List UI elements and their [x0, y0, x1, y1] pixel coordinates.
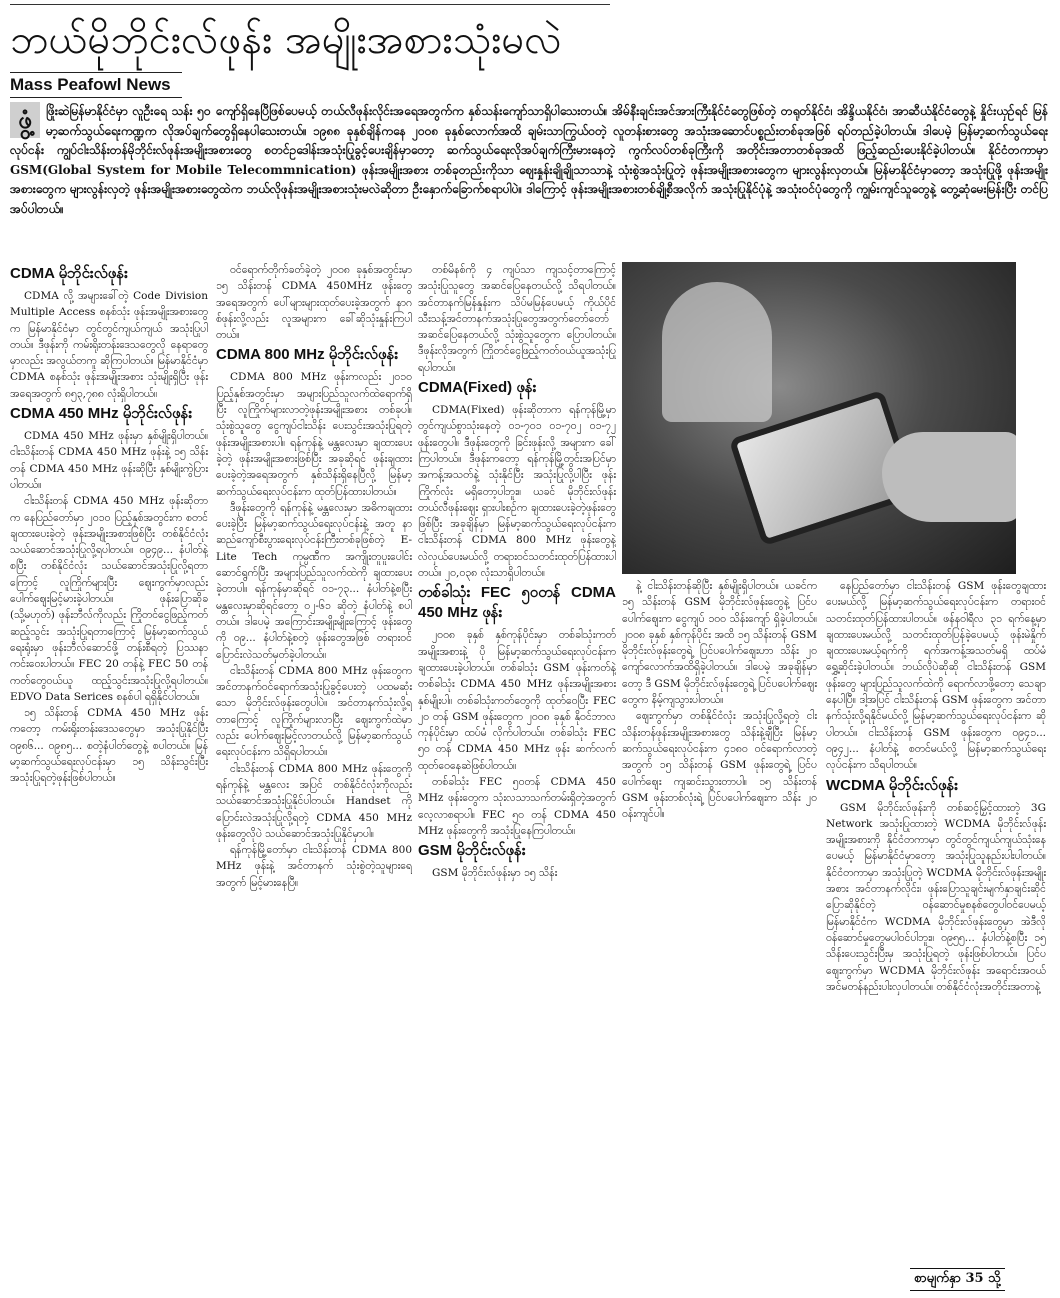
section-heading: WCDMA မိုဘိုင်းလ်ဖုန်း	[826, 776, 959, 794]
section-heading: CDMA 450 MHz မိုဘိုင်းလ်ဖုန်း	[10, 405, 193, 423]
paragraph: CDMA 800 MHz ဖုန်းကလည်း ၂၀၁၀ ပြည့်နှစ်အတွင်းမှာ အများပြည်သူလက်ထဲရောက်ရှိပြီး လူကြိုက်များလာတဲ့ဖုန်းအမျိုးအစား တစ်ခုပါ။ သုံးစွဲသူတွေ ငွေကျပ်ငါးသိန်း ပေးသွင်းအသုံးပြုရတဲ့ ဖုန်းအမျိုးအစားပါ။ ရန်ကုန်နဲ့ မန္တလေးမှာ ချထားပေးခဲ့တဲ့ ဖုန်းအမျိုးအစားဖြစ်ပြီး အခုဆိုရင် ဖုန်းချထားပေးခဲ့တဲ့အရေအတွက် နှစ်သိန်းရှိနေပြီလို့ မြန်မာ့ဆက်သွယ်ရေးလုပ်ငန်းက ထုတ်ပြန်ထားပါတယ်။	[216, 371, 412, 498]
paragraph: တစ်မိနစ်ကို ၄ ကျပ်သာ ကျသင့်တာကြောင့် အသုံးပြုသူတွေ အဆင်ပြေနေတယ်လို့ သိရပါတယ်။ အင်တာနက်မြန်နှုန်းက သိပ်မမြန်ပေမယ့် ကိုယ်ပိုင်သီးသန့်အင်တာနက်အသုံးပြုတွေအတွက်တော်တော်အဆင်ပြေနေတယ်လို့ သုံးစွဲသူတွေက ပြောပါတယ်။ ဒီဖုန်းလိုအတွက် ကြိုတင်ငွေဖြည့်ကတ်ဝယ်ယူအသုံးပြုရပါတယ်။	[418, 264, 616, 374]
photo-hand	[882, 432, 1016, 522]
paragraph: တစ်ခါသုံး FEC ၅၀တန် CDMA 450 MHz ဖုန်းတွေက သုံးလသာသက်တမ်းရှိတဲ့အတွက် လေ့လာစရာပါ။ FEC ၅၀ တန် CDMA 450 MHz ဖုန်းတွေကို အသုံးပြုနေကြပါတယ်။	[418, 776, 616, 837]
paragraph: ငါးသိန်းတန် CDMA 800 MHz ဖုန်းတွေက အင်တာနက်ဝင်ရောက်အသုံးပြုခွင့်ပေးတဲ့ ပထမဆုံးသော မိုဘိုင်းလ်ဖုန်းတွေပါပဲ။ အင်တာနက်သုံးလို့ရတာကြောင့် လူကြိုက်များလာပြီး ဈေးကွက်ထဲမှာလည်း ပေါက်ဈေးမြင့်လာတယ်လို့ မြန်မာ့ဆက်သွယ်ရေးလုပ်ငန်းက သိရှိရပါတယ်။	[216, 664, 412, 759]
drop-cap: ဖွံ့	[10, 102, 40, 138]
paragraph: GSM မိုဘိုင်းလ်ဖုန်းမှာ ၁၅ သိန်း	[432, 867, 558, 880]
paragraph: CDMA 450 MHz ဖုန်းမှာ နှစ်မျိုးရှိပါတယ်။ ငါးသိန်းတန် CDMA 450 MHz ဖုန်းနဲ့ ၁၅ သိန်းတန် CDMA 450 MHz ဖုန်းဆိုပြီး နှစ်မျိုးကွဲပြားပါတယ်။	[10, 430, 208, 491]
paragraph: ငါးသိန်းတန် CDMA 450 MHz ဖုန်းဆိုတာက နေပြည်တော်မှာ ၂၀၁၀ ပြည့်နှစ်အတွင်းက စတင်ချထားပေးခဲ့တဲ့ ဖုန်းအမျိုးအစားဖြစ်ပြီး တစ်နိုင်ငံလုံး သယ်ဆောင်အသုံးပြုလို့ရပါတယ်။ ၀၉၄၉... နံပါတ်နဲ့စပြီး တစ်နိုင်ငံလုံး သယ်ဆောင်အသုံးပြုလို့ရတာကြောင့် လူကြိုက်များပြီး ဈေးကွက်မှာလည်း ပေါက်ဈေးမြင့်မားခဲ့ပါတယ်။ ဖုန်းပြောဆိုခ (သို့မဟုတ်) ဖုန်းဘီလ်ကိုလည်း ကြိုတင်ငွေဖြည့်ကတ်ဆည့်သွင်း အသုံးပြုရတာကြောင့် မြန်မာ့ဆက်သွယ်ရေးရုံးမှာ ဖုန်းဘီလ်ဆောင်ဖို့ တန်းစီရတဲ့ ပြဿနာကင်းဝေးပါတယ်။ FEC 20 တန်နဲ့ FEC 50 တန်ကတ်တွေဝယ်ယူ ထည့်သွင်းအသုံးပြုလို့ရပါတယ်။ EDVO Data Serices စနစ်ပါ ရရှိနိုင်ပါတယ်။	[10, 495, 208, 703]
article-column-4b	[826, 578, 1046, 1238]
section-heading: တစ်ခါသုံး FEC ၅၀တန် CDMA 450 MHz ဖုန်း	[418, 584, 616, 622]
paragraph: ဝင်ရောက်တိုက်ခတ်ခဲ့တဲ့ ၂၀၀၈ ခုနှစ်အတွင်းမှာ ၁၅ သိန်းတန် CDMA 450MHz ဖုန်းတွေအရေအတွက် ပေါ်များများထုတ်ပေးခဲ့အတွက် နာဂစ်ဖုန်းလို့လည်း လူအများက ခေါ်ဆိုသုံးနှုန်းကြပါတယ်။	[216, 264, 412, 342]
article-column-1	[10, 262, 208, 1292]
lead-paragraph	[10, 102, 1048, 258]
top-rule	[10, 4, 610, 5]
lead-text: ဖြိုးဆဲမြန်မာနိုင်ငံမှာ လူဦးရေ သန်း ၅၀ ကျော်ရှိနေပြီဖြစ်ပေမယ့် တယ်လီဖုန်းလိုင်းအရေအတွက်က နှစ်သန်းကျော်သာရှိပါသေးတယ်။ အိမ်နီးချင်းအင်အားကြီးနိုင်ငံတွေဖြစ်တဲ့ တရုတ်နိုင်ငံ၊ အိန္ဒိယနိုင်ငံ၊ အာဆီယံနိုင်ငံတွေနဲ့ နှိုင်းယှဉ်ရင် မြန်မာ့ဆက်သွယ်ရေးကဏ္ဍက လိုအပ်ချက်တွေရှိနေပါသေးတယ်။ ၁၉၈၈ ခုနှစ်ချိန်ကနေ ၂၀၀၈ ခုနှစ်လောက်အထိ ချမ်းသာကြွယ်ဝတဲ့ လူတန်းစားတွေ အသုံးအဆောင်ပစ္စည်းတစ်ခုအဖြစ် ရပ်တည်ခဲ့ပါတယ်။ ဒါပေမဲ့ မြန်မာ့ဆက်သွယ်ရေးလုပ်ငန်း ကျွပ်ငါးသိန်းတန်မိုဘိုင်းလ်ဖုန်းအမျိုးအစားတွေ စတင်ဥဒေါန်းအသုံးပြုခွင့်ပေးချိန်မှာတော့ ဆက်သွယ်ရေးလိုအပ်ချက်ကြီးမားနေတဲ့ ကွက်လပ်တစ်ခုကြီးကို အတိုင်းအတာတစ်ခုအထိ ဖြည့်ဆည်းပေးနိုင်ခဲ့ပါတယ်။ နိုင်ငံတကာမှာ GSM(Global System for Mobile Telecommnication) ဖုန်းအမျိုးအစား တစ်ခုတည်းကိုသာ ဈေးနှုန်းချိုချိုသာသာနဲ့ သုံးစွဲအသုံးပြုတဲ့ ဖုန်းအမျိုးအစားတွေက များလွန်းလှတယ်။ မြန်မာနိုင်ငံမှာတော့ အသုံးပြုဖို့ ဖုန်းအမျိုးအစားတွေက များလွန်းလှတဲ့ ဖုန်းအမျိုးအစားတွေထဲက ဘယ်လိုဖုန်းအမျိုးအစားသုံးမလဲဆိုတာ ဦးနှောက်ခြောက်စရာပါပဲ။ ဒါကြောင့် ဖုန်းအမျိုးအစားတစ်ချို့စီအလိုက် အသုံးပြုနိုင်ပုံနဲ့ အသုံးဝင်ပုံတွေကို ကျွမ်းကျင်သူတွေနဲ့ တွေ့ဆုံမေးမြန်းပြီး တင်ပြအပ်ပါတယ်။	[10, 104, 1048, 216]
masthead: Mass Peafowl News	[10, 72, 182, 98]
paragraph: GSM မိုဘိုင်းလ်ဖုန်းကို တစ်ဆင့်မြှင့်ထားတဲ့ 3G Network အသုံးပြုထားတဲ့ WCDMA မိုဘိုင်းလ်ဖုန်းအမျိုးအစားကို နိုင်ငံတကာမှာ တွင်တွင်ကျယ်ကျယ်သုံးနေပေမယ့် မြန်မာနိုင်ငံမှာတော့ အသုံးပြုသူနည်းပါးပါတယ်။ နိုင်ငံတကာမှာ အသုံးပြုတဲ့ WCDMA မိုဘိုင်းလ်ဖုန်းအမျိုးအစား အင်တာနက်လိုင်း၊ ဖုန်းပြောသူချင်းမျက်နှာချင်းဆိုင်ပြောဆိုနိုင်တဲ့ ဝန်ဆောင်မှုစနစ်တွေပါဝင်ပေမယ့် မြန်မာနိုင်ငံက WCDMA မိုဘိုင်းလ်ဖုန်းတွေမှာ အဲဒီလိုဝန်ဆောင်မှုတွေမပါဝင်ပါဘူး။ ၀၉၅၅... နံပါတ်နဲ့စပြီး ၁၅ သိန်းပေးသွင်းပြီးမှ အသုံးပြုရတဲ့ ဖုန်းဖြစ်ပါတယ်။ ပြင်ပဈေးကွက်မှာ WCDMA မိုဘိုင်းလ်ဖုန်း အရောင်းအဝယ် အင်မတန်နည်းပါးလှပါတယ်။ တစ်နိုင်ငံလုံးအတိုင်းအတာနဲ့	[826, 801, 1046, 993]
section-heading: GSM မိုဘိုင်းလ်ဖုန်း	[418, 842, 526, 860]
article-photo-phone-user	[622, 262, 1016, 574]
article-column-2	[216, 262, 412, 1292]
paragraph: ငါးသိန်းတန် CDMA 800 MHz ဖုန်းတွေကို ရန်ကုန်နဲ့ မန္တလေး အပြင် တစ်နိုင်ငံလုံးကိုလည်း သယ်ဆောင်အသုံးပြုနိုင်ပါတယ်။ Handset ကို ပြောင်းလဲအသုံးပြုလို့ရတဲ့ CDMA 450 MHz ဖုန်းတွေလိုပဲ သယ်ဆောင်အသုံးပြုနိုင်မှာပါ။	[216, 762, 412, 840]
section-heading: CDMA 800 MHz မိုဘိုင်းလ်ဖုန်း	[216, 346, 399, 364]
continued-on-page-label: စာမျက်နှာ 35 သို့	[910, 1268, 1005, 1291]
headline: ဘယ်မိုဘိုင်းလ်ဖုန်း အမျိုးအစားသုံးမလဲ	[10, 17, 562, 63]
article-column-4a	[622, 578, 817, 898]
paragraph: ၂၀၀၈ ခုနှစ် နှစ်ကုန်ပိုင်းမှာ တစ်ခါသုံးကတ် အမျိုးအစားနဲ့ ပို မြန်မာ့ဆက်သွယ်ရေးလုပ်ငန်းက ချထားပေးခဲ့ပါတယ်။ တစ်ခါသုံး GSM ဖုန်းကတ်နဲ့ တစ်ခါသုံး CDMA 450 MHz ဖုန်းအမျိုးအစား နှစ်မျိုးပါ။ တစ်ခါသုံးကတ်တွေကို ထုတ်ဝေပြီး FEC ၂၀ တန် GSM ဖုန်းတွေက ၂၀၀၈ ခုနှစ် နိုဝင်ဘာလကုန်ပိုင်းမှာ ထပ်မံ လိုက်ပါတယ်။ တစ်ခါသုံး FEC ၅၀ တန် CDMA 450 MHz ဖုန်း ဆက်လက်ထုတ်ဝေနေဆဲဖြစ်ပါတယ်။	[418, 629, 616, 772]
section-heading: CDMA မိုဘိုင်းလ်ဖုန်း	[10, 265, 128, 282]
paragraph: CDMA(Fixed) ဖုန်းဆိုတာက ရန်ကုန်မြို့မှာ တွင်ကျယ်စွာသုံးနေတဲ့ ၀၁-၇၀၁ ၀၁-၇၀၂ ၀၁-၇၂ ဖုန်းတွေပါ။ ဒီဖုန်းတွေကို ခြင်းဖုန်းလို့ အများက ခေါ်ကြပါတယ်။ ဒီဖုန်းကတော့ ရန်ကုန်မြို့တွင်းအပြင်မှာ အကန့်အသတ်နဲ့ သုံးနိုင်ပြီး အသုံးပြုလို့ပါပြီး ဖုန်းကြိုက်လုံး မရှိတော့ပါဘူး။ ယခင် မိုဘိုင်းလ်ဖုန်းတယ်လီဖုန်းဈေး ရှားပါးစဉ်က ချထားပေးခဲ့တဲ့ဖုန်းတွေဖြစ်ပြီး အခုချိန်မှာ မြန်မာ့ဆက်သွယ်ရေးလုပ်ငန်းက ငါးသိန်းတန် CDMA 800 MHz ဖုန်းတွေနဲ့ လဲလှယ်ပေးမယ်လို့ တရားဝင်သတင်းထုတ်ပြန်ထားပါတယ်။ ၂၀,၀၃၈ လုံးသာရှိပါတယ်။	[418, 404, 616, 580]
paragraph: CDMA လို့ အများခေါ်တဲ့ Code Division Multiple Access စနစ်သုံး ဖုန်းအမျိုးအစားတွေက မြန်မာနိုင်ငံမှာ တွင်တွင်ကျယ်ကျယ် အသုံးပြုပါတယ်။ ဒီဖုန်းကို ကမ်းရိုးတန်းဒေသတွေလို နေရာတွေမှာလည်း အလွယ်တကူ ဆိုကြပါတယ်။ မြန်မာနိုင်ငံမှာ CDMA စနစ်သုံး ဖုန်းအမျိုးအစား သုံးမျိုးရှိပြီး ဖုန်းအရေအတွက် ၈၅၃,၇၈၈ လုံးရှိပါတယ်။	[10, 290, 208, 400]
paragraph: ၁၅ သိန်းတန် CDMA 450 MHz ဖုန်းကတော့ ကမ်းရိုးတန်းဒေသတွေမှာ အသုံးပြုနိုင်ပြီး ၀၉၈၆... ၀၉၈၅... စတဲ့နံပါတ်တွေနဲ့ စပါတယ်။ မြန်မာ့ဆက်သွယ်ရေးလုပ်ငန်းမှာ ၁၅ သိန်းသွင်းပြီး အသုံးပြုရတဲ့ဖုန်းဖြစ်ပါတယ်။	[10, 707, 208, 785]
paragraph: ဒီဖုန်းတွေကို ရန်ကုန်နဲ့ မန္တလေးမှာ အဓိကချထားပေးခဲ့ပြီး မြန်မာ့ဆက်သွယ်ရေးလုပ်ငန်းနဲ့ အတူ နာဆည်ကျော်စီးပွားရေးလုပ်ငန်းကြီးတစ်ခုဖြစ်တဲ့ E-Lite Tech ကုမ္ပဏီက အကျိုးတူပူးပေါင်းဆောင်ရွက်ပြီး အများပြည်သူလက်ထဲကို ချထားပေးခဲ့တာပါ။ ရန်ကုန်မှာဆိုရင် ၀၁-၇၃... နံပါတ်နဲ့စပြီး မန္တလေးမှာဆိုရင်တော့ ၀၂-၆၁ ဆိုတဲ့ နံပါတ်နဲ့ စပါတယ်။ ဒါပေမဲ့ အကြောင်းအမျိုးမျိုးကြောင့် ဖုန်းတွေကို ၀၉... နံပါတ်နဲ့စတဲ့ ဖုန်းတွေအဖြစ် တရားဝင်ပြောင်းလဲသတ်မှတ်ခဲ့ပါတယ်။	[216, 501, 412, 661]
article-column-3	[418, 262, 616, 1292]
section-heading: CDMA(Fixed) ဖုန်း	[418, 379, 537, 397]
photo-background-person	[662, 282, 772, 422]
paragraph: နေပြည်တော်မှာ ငါးသိန်းတန် GSM ဖုန်းတွေချထားပေးမယ်လို့ မြန်မာ့ဆက်သွယ်ရေးလုပ်ငန်းက တရားဝင်သတင်းထုတ်ပြန်ထားပါတယ်။ ဖန်နဝါရီလ ၃၁ ရက်နေ့မှာ ချထားပေးမယ်လို့ သတင်းထုတ်ပြန်ခဲ့ပေမယ့် ဖုန်းမဲနှိုက် ချထားပေးမယ့်ရက်ကို ရက်အကန့်အသတ်မရှိ ထပ်မံရွှေ့ဆိုင်းခဲ့ပါတယ်။ ဘယ်လိုပဲဆိုဆို ငါးသိန်းတန် GSM ဖုန်းတွေ များပြည်သူလက်ထဲကို ရောက်လာဖို့တော့ သေချာနေပါပြီ။ ဒါ့အပြင် ငါးသိန်းတန် GSM ဖုန်းတွေက အင်တာနက်သုံးလို့ရနိုင်မယ်လို့ မြန်မာ့ဆက်သွယ်ရေးလုပ်ငန်းက ဆိုပါတယ်။ ငါးသိန်းတန် GSM ဖုန်းတွေက ၀၉၄၁... ၀၉၄၂... နံပါတ်နဲ့ စတင်မယ်လို့ မြန်မာ့ဆက်သွယ်ရေးလုပ်ငန်းက သိရပါတယ်။	[826, 580, 1046, 772]
paragraph: ဈေးကွက်မှာ တစ်နိုင်ငံလုံး အသုံးပြုလို့ရတဲ့ ငါးသိန်းတန်ဖုန်းအမျိုးအစားတွေ သိန်းနဲ့ချီပြီး မြန်မာ့ဆက်သွယ်ရေးလုပ်ငန်းက ၄၁၈၀ ဝင်ရောက်လာတဲ့အတွက် ၁၅ သိန်းတန် GSM ဖုန်းတွေရဲ့ ပြင်ပပေါက်ဈေး ကျဆင်းသွားတာပါ။ ၁၅ သိန်းတန် GSM ဖုန်းတစ်လုံးရဲ့ ပြင်ပပေါက်ဈေးက သိန်း ၂၀ ဝန်းကျင်ပါ။	[622, 710, 817, 821]
paragraph: ရန်ကုန်မြို့တော်မှာ ငါးသိန်းတန် CDMA 800 MHz ဖုန်းနဲ့ အင်တာနက် သုံးစွဲတဲ့သူများရေအတွက် မြင့်မားနေပြီ။	[216, 844, 412, 889]
paragraph: နဲ့ ငါးသိန်းတန်ဆိုပြီး နှစ်မျိုးရှိပါတယ်။ ယခင်က ၁၅ သိန်းတန် GSM မိုဘိုင်းလ်ဖုန်းတွေနဲ့ ပြင်ပပေါက်ဈေးက ငွေကျပ် ၁၀၀ သိန်းကျော် ရှိခဲ့ပါတယ်။ ၂၀၀၈ ခုနှစ် နှစ်ကုန်ပိုင်း အထိ ၁၅ သိန်းတန် GSM မိုဘိုင်းလ်ဖုန်းတွေရဲ့ ပြင်ပပေါက်ဈေးဟာ သိန်း ၂၀ ကျော်လောက်အထိရှိခဲ့ပါတယ်။ ဒါပေမဲ့ အခုချိန်မှာတော့ ဒီ GSM မိုဘိုင်းလ်ဖုန်းတွေရဲ့ ပြင်ပပေါက်ဈေးတွေက နိမ့်ကျသွားပါတယ်။	[622, 580, 817, 707]
